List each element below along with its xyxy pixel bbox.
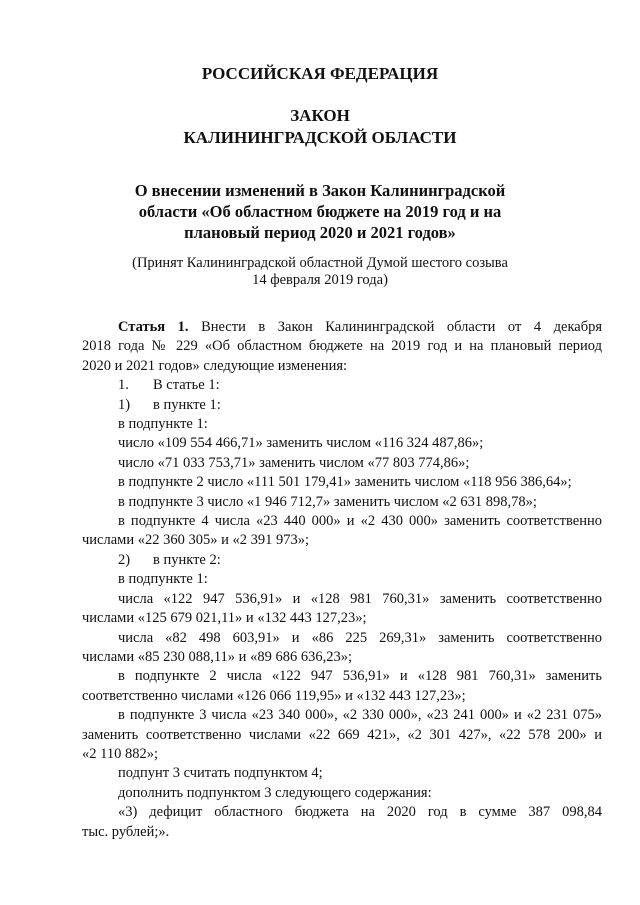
- law-title-line: области «Об областном бюджете на 2019 год и на: [138, 202, 502, 221]
- item-1-number: 1.: [118, 377, 129, 394]
- new-subitem-3-line2: тыс. рублей;».: [82, 823, 170, 840]
- add-subitem-line: дополнить подпунктом 3 следующего содержания:: [118, 784, 432, 801]
- law-title-line: плановый период 2020 и 2021 годов»: [184, 223, 456, 242]
- amendment-s2-line1: в подпункте 2 числа «122 947 536,91» и «128 981 760,31» заменить: [118, 668, 602, 685]
- item-2-text: в пункте 2:: [153, 551, 221, 568]
- amendment-line: число «109 554 466,71» заменить числом «116 324 487,86»;: [118, 435, 484, 452]
- article-intro-text: Внести в Закон Калининградской области от 4 декабря: [201, 319, 603, 335]
- amendment-line: в подпункте 3 число «1 946 712,7» заменить числом «2 631 898,78»;: [118, 493, 537, 510]
- item-1-1: [118, 396, 602, 415]
- amendment-line: число «71 033 753,71» заменить числом «77 803 774,86»;: [118, 454, 470, 471]
- law-heading-line2: КАЛИНИНГРАДСКОЙ ОБЛАСТИ: [183, 128, 457, 147]
- adoption-note-line: 14 февраля 2019 года): [252, 272, 388, 288]
- item-2-number: 2): [118, 551, 131, 568]
- article-label: Статья 1.: [118, 319, 189, 335]
- item-2: [118, 551, 602, 570]
- item-1: [118, 376, 602, 395]
- amendment-s3-line3: «2 110 882»;: [82, 745, 158, 762]
- federation-heading-text: РОССИЙСКАЯ ФЕДЕРАЦИЯ: [201, 64, 439, 83]
- law-heading-line1: ЗАКОН: [290, 106, 350, 125]
- law-heading: [0, 105, 640, 149]
- renumber-line: подпунт 3 считать подпунктом 4;: [118, 765, 323, 782]
- amendment-s1b-line2: числами «85 230 088,11» и «89 686 636,23»;: [82, 648, 352, 665]
- federation-heading: [0, 64, 640, 84]
- amendment-s3-line1: в подпункте 3 числа «23 340 000», «2 330 000», «23 241 000» и «2 231 075»: [118, 707, 602, 724]
- adoption-note-line: (Принят Калининградской областной Думой шестого созыва: [132, 255, 508, 271]
- amendment-line: в подпункте 1:: [118, 416, 208, 433]
- item-1-1-text: в пункте 1:: [153, 396, 221, 413]
- amendment-p4-line1: в подпункте 4 числа «23 440 000» и «2 430 000» заменить соответственно: [118, 513, 602, 530]
- amendment-line: в подпункте 2 число «111 501 179,41» заменить числом «118 956 386,64»;: [118, 474, 572, 491]
- law-title: [0, 180, 640, 243]
- amendment-s1b-line1: числа «82 498 603,91» и «86 225 269,31» заменить соответственно: [118, 629, 602, 646]
- subitem-1: в подпункте 1:: [118, 571, 208, 588]
- amendment-s3-line2: заменить соответственно числами «22 669 421», «2 301 427», «22 578 200» и: [82, 726, 602, 743]
- item-1-1-number: 1): [118, 396, 131, 413]
- article-intro-first-line: [118, 318, 602, 337]
- amendment-s2-line2: соответственно числами «126 066 119,95» и «132 443 127,23»;: [82, 687, 466, 704]
- amendment-s1a-line2: числами «125 679 021,11» и «132 443 127,23»;: [82, 610, 367, 627]
- article-intro-line: 2020 и 2021 годов» следующие изменения:: [82, 357, 348, 374]
- new-subitem-3-line1: «3) дефицит областного бюджета на 2020 год в сумме 387 098,84: [118, 804, 602, 821]
- article-intro-line: 2018 года № 229 «Об областном бюджете на 2019 год и на плановый период: [82, 338, 602, 355]
- item-1-text: В статье 1:: [153, 377, 220, 394]
- law-title-line: О внесении изменений в Закон Калининградской: [134, 181, 506, 200]
- adoption-note: [0, 255, 640, 289]
- amendment-p4-line2: числами «22 360 305» и «2 391 973»;: [82, 532, 310, 549]
- amendment-s1a-line1: числа «122 947 536,91» и «128 981 760,31» заменить соответственно: [118, 590, 602, 607]
- article-body: [82, 318, 603, 842]
